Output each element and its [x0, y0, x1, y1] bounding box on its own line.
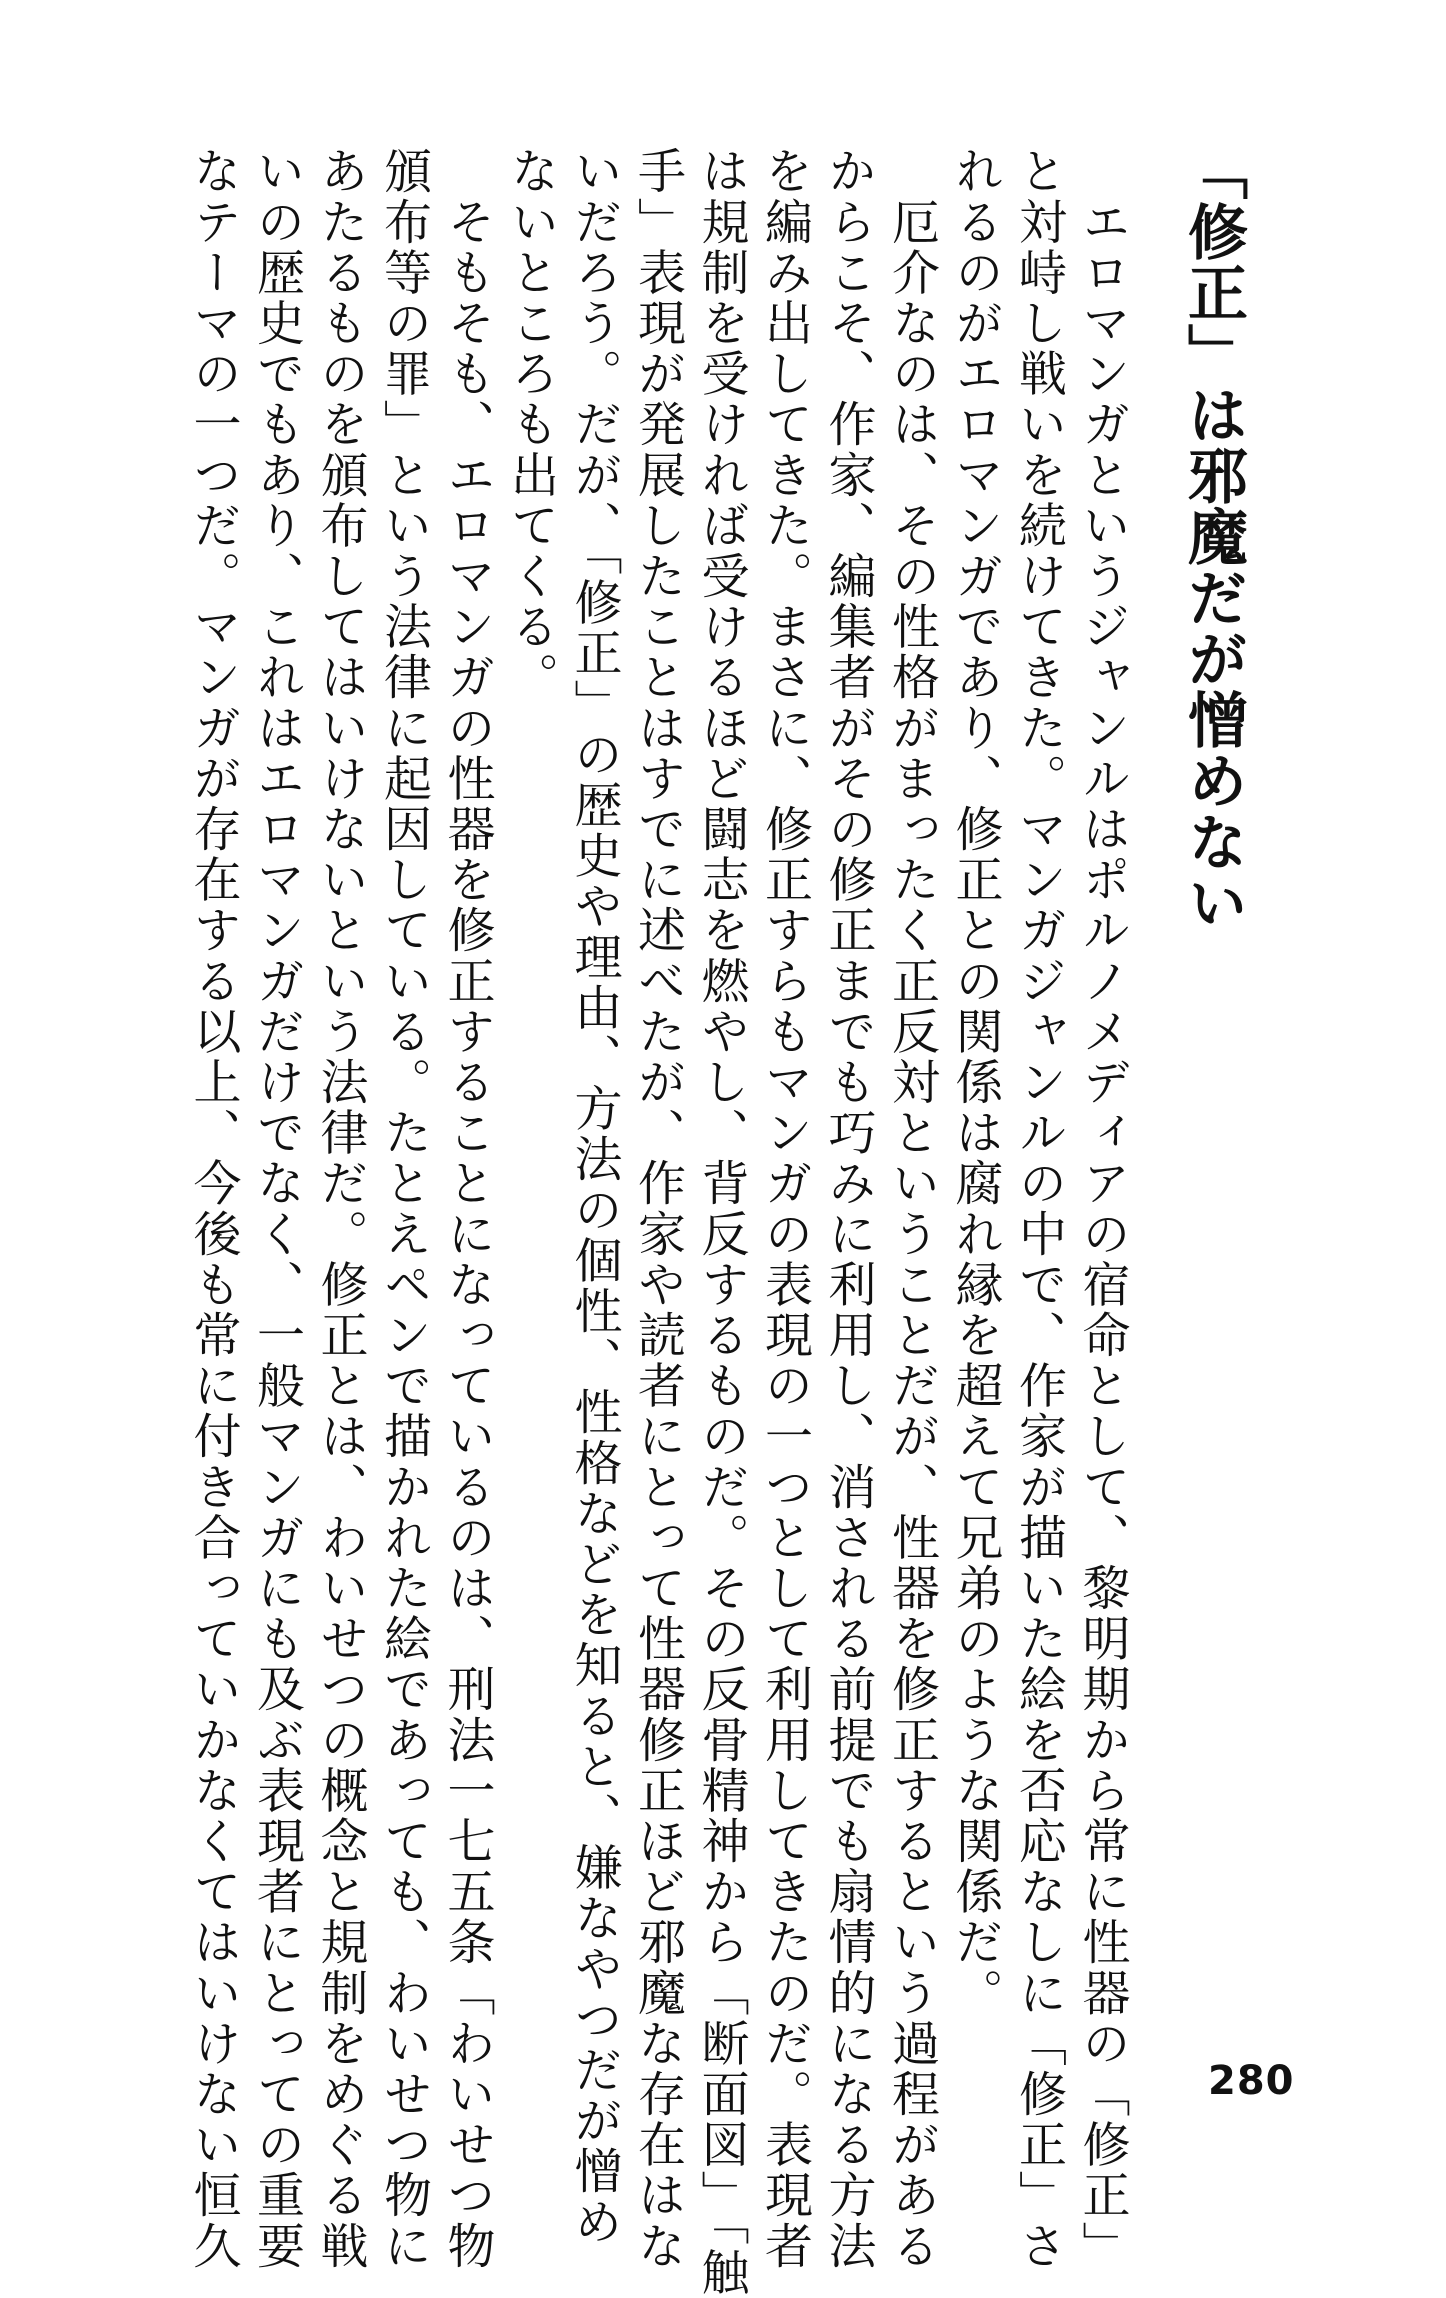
text-column: 頒布等の罪」という法律に起因している。たとえペンで描かれた絵であっても、わいせつ物に	[375, 146, 432, 2272]
text-column: いの歴史でもあり、これはエロマンガだけでなく、一般マンガにも及ぶ表現者にとっての重要	[248, 146, 305, 2272]
text-column: を編み出してきた。まさに、修正すらもマンガの表現の一つとして利用してきたのだ。表現者	[756, 146, 813, 2272]
text-column: ないところも出てくる。	[502, 146, 559, 703]
page-number: 280	[1208, 2058, 1295, 2104]
text-column: 厄介なのは、その性格がまったく正反対ということだが、性器を修正するという過程がある	[883, 146, 940, 2272]
body-text	[181, 146, 1134, 2298]
text-column: と対峙し戦いを続けてきた。マンガジャンルの中で、作家が描いた絵を否応なしに「修正」さ	[1010, 146, 1067, 2272]
text-column: 手」表現が発展したことはすでに述べたが、作家や読者にとって性器修正ほど邪魔な存在はな	[629, 146, 686, 2272]
text-column: あたるものを頒布してはいけないという法律だ。修正とは、わいせつの概念と規制をめぐる戦	[312, 146, 368, 2272]
section-heading: 「修正」は邪魔だが憎めない	[1178, 140, 1248, 933]
text-column: そもそも、エロマンガの性器を修正することになっているのは、刑法一七五条「わいせつ物	[439, 146, 495, 2272]
text-column: からこそ、作家、編集者がその修正までも巧みに利用し、消される前提でも扇情的になる方法	[820, 146, 876, 2272]
text-column: は規制を受ければ受けるほど闘志を燃やし、背反するものだ。その反骨精神から「断面図」「触	[693, 146, 749, 2298]
text-column: いだろう。だが、「修正」の歴史や理由、方法の個性、性格などを知ると、嫌なやつだが憎め	[566, 146, 622, 2248]
text-column: れるのがエロマンガであり、修正との関係は腐れ縁を超えて兄弟のような関係だ。	[947, 146, 1003, 2019]
text-column: エロマンガというジャンルはポルノメディアの宿命として、黎明期から常に性器の「修正」	[1074, 146, 1130, 2272]
text-column: なテーマの一つだ。マンガが存在する以上、今後も常に付き合っていかなくてはいけない恒久	[185, 146, 241, 2272]
